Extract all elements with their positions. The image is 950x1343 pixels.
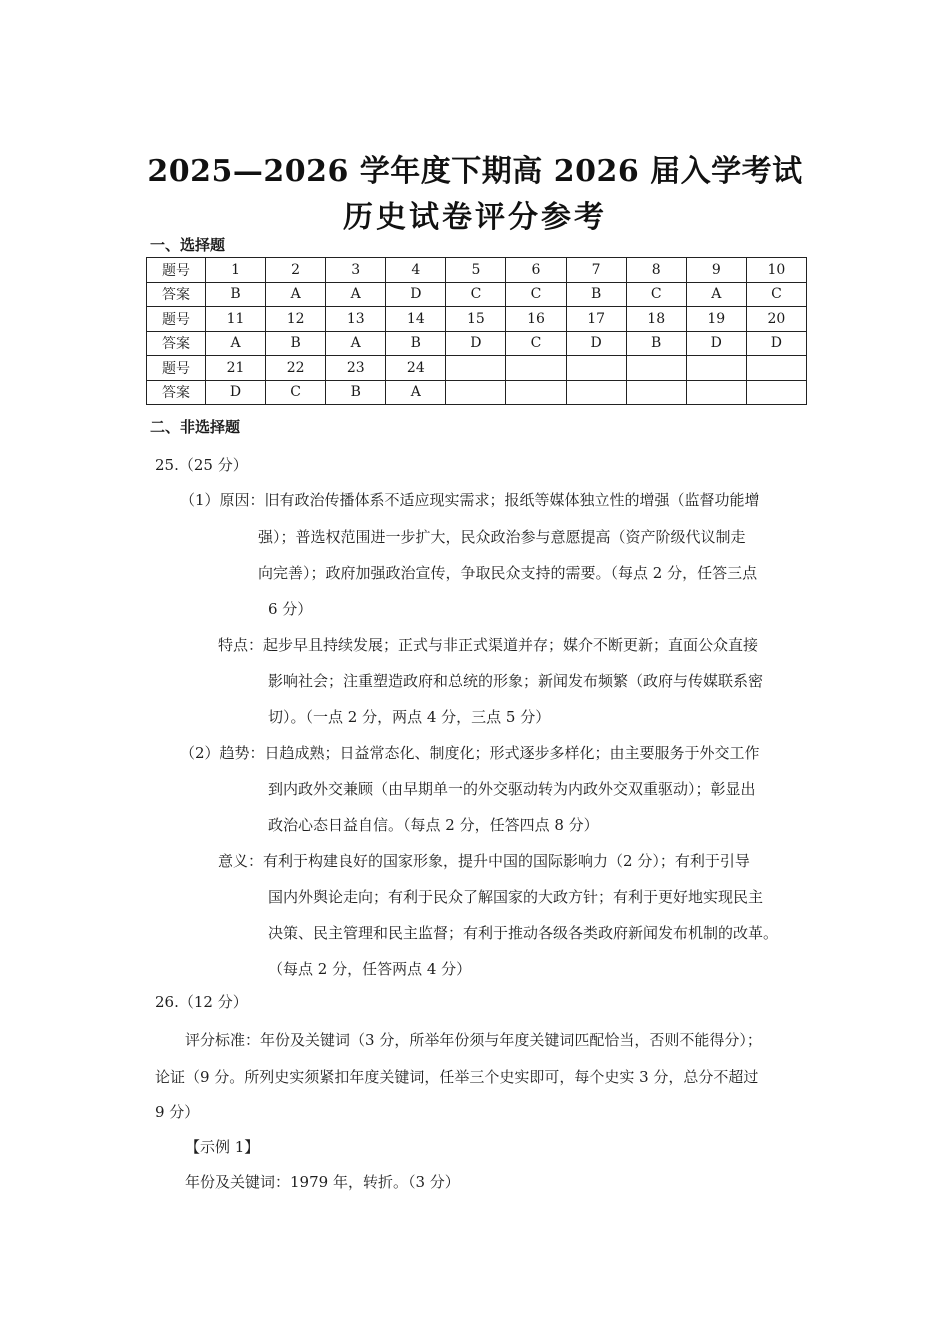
answer-table-cell: C xyxy=(506,282,566,307)
answer-table-row-label: 答案 xyxy=(147,282,206,307)
q25-trend-line: 政治心态日益自信。（每点 2 分，任答四点 8 分） xyxy=(268,816,599,834)
answer-table-row xyxy=(147,307,807,332)
answer-table-cell: A xyxy=(686,282,746,307)
q25-reason-line: 向完善）；政府加强政治宣传，争取民众支持的需要。（每点 2 分，任答三点 xyxy=(258,564,758,582)
answer-table-cell: 19 xyxy=(686,307,746,332)
answer-table-cell xyxy=(746,356,806,381)
q26-title: 26.（12 分） xyxy=(155,993,248,1011)
exam-subtitle: 历史试卷评分参考 xyxy=(343,200,607,235)
answer-table-cell: 18 xyxy=(626,307,686,332)
answer-table-row-label: 题号 xyxy=(147,307,206,332)
answer-table-cell: 9 xyxy=(686,258,746,283)
answer-table-cell: B xyxy=(266,331,326,356)
answer-table-cell: D xyxy=(446,331,506,356)
answer-table-row xyxy=(147,282,807,307)
q25-title: 25.（25 分） xyxy=(155,456,248,474)
answer-table-cell: A xyxy=(326,282,386,307)
answer-table-cell: 16 xyxy=(506,307,566,332)
answer-table-cell: C xyxy=(446,282,506,307)
answer-table-cell: 3 xyxy=(326,258,386,283)
answer-table-cell xyxy=(566,380,626,405)
answer-table-cell: 20 xyxy=(746,307,806,332)
answer-table-cell xyxy=(746,380,806,405)
answer-table-cell: 14 xyxy=(386,307,446,332)
answer-table-cell: 22 xyxy=(266,356,326,381)
q25-trend-line: 到内政外交兼顾（由早期单一的外交驱动转为内政外交双重驱动）；彰显出 xyxy=(268,780,756,798)
q25-meaning-line: 国内外舆论走向；有利于民众了解国家的大政方针；有利于更好地实现民主 xyxy=(268,888,764,906)
answer-table-cell xyxy=(446,380,506,405)
section-heading-nonchoice: 二、非选择题 xyxy=(150,418,241,436)
answer-table-cell: D xyxy=(686,331,746,356)
answer-table-cell xyxy=(506,356,566,381)
exam-title: 2025—2026 学年度下期高 2026 届入学考试 xyxy=(147,154,803,189)
answer-table-cell: A xyxy=(266,282,326,307)
answer-table-cell xyxy=(686,356,746,381)
q25-feature-line: 切）。（一点 2 分，两点 4 分，三点 5 分） xyxy=(268,708,551,726)
answer-table-cell: 7 xyxy=(566,258,626,283)
q25-meaning-line: 决策、民主管理和民主监督；有利于推动各级各类政府新闻发布机制的改革。 xyxy=(268,924,779,942)
answer-table-cell: 17 xyxy=(566,307,626,332)
answer-table-cell: B xyxy=(326,380,386,405)
answer-table-cell: 5 xyxy=(446,258,506,283)
answer-table-cell xyxy=(446,356,506,381)
answer-table-cell: C xyxy=(506,331,566,356)
answer-table-cell: A xyxy=(326,331,386,356)
answer-table-cell: D xyxy=(566,331,626,356)
answer-table-cell: B xyxy=(626,331,686,356)
answer-table-cell: 1 xyxy=(206,258,266,283)
answer-table-cell: 2 xyxy=(266,258,326,283)
answer-table-cell: 11 xyxy=(206,307,266,332)
q25-reason-line: （1）原因：旧有政治传播体系不适应现实需求；报纸等媒体独立性的增强（监督功能增 xyxy=(180,491,760,509)
answer-table-cell: 8 xyxy=(626,258,686,283)
answer-table-cell: 21 xyxy=(206,356,266,381)
answer-table xyxy=(146,257,807,405)
q26-example-line: 年份及关键词：1979 年，转折。（3 分） xyxy=(185,1173,460,1191)
q25-meaning-line: 意义：有利于构建良好的国家形象，提升中国的国际影响力（2 分）；有利于引导 xyxy=(218,852,750,870)
answer-table-cell: C xyxy=(266,380,326,405)
q26-criteria-line: 评分标准：年份及关键词（3 分，所举年份须与年度关键词匹配恰当，否则不能得分）； xyxy=(185,1031,762,1049)
answer-table-cell: B xyxy=(566,282,626,307)
q25-reason-line: 6 分） xyxy=(268,600,313,618)
answer-table-cell: A xyxy=(386,380,446,405)
answer-table-cell: A xyxy=(206,331,266,356)
q26-criteria-line: 9 分） xyxy=(155,1103,200,1121)
answer-table-cell: D xyxy=(386,282,446,307)
answer-table-row-label: 答案 xyxy=(147,380,206,405)
q25-feature-line: 特点：起步早且持续发展；正式与非正式渠道并存；媒介不断更新；直面公众直接 xyxy=(218,636,759,654)
q26-example-title: 【示例 1】 xyxy=(185,1138,260,1156)
answer-table-cell: D xyxy=(206,380,266,405)
answer-table-cell: 13 xyxy=(326,307,386,332)
answer-table-row-label: 题号 xyxy=(147,356,206,381)
answer-table-cell xyxy=(506,380,566,405)
answer-table-cell: B xyxy=(206,282,266,307)
answer-table-cell: 10 xyxy=(746,258,806,283)
q25-reason-line: 强）；普选权范围进一步扩大，民众政治参与意愿提高（资产阶级代议制走 xyxy=(258,528,746,546)
answer-table-row xyxy=(147,258,807,283)
answer-table-cell: 24 xyxy=(386,356,446,381)
answer-table-cell: C xyxy=(626,282,686,307)
answer-table-cell: C xyxy=(746,282,806,307)
answer-table-cell xyxy=(566,356,626,381)
answer-table-cell: D xyxy=(746,331,806,356)
answer-table-cell: 12 xyxy=(266,307,326,332)
q25-trend-line: （2）趋势：日趋成熟；日益常态化、制度化；形式逐步多样化；由主要服务于外交工作 xyxy=(180,744,760,762)
answer-table-row-label: 答案 xyxy=(147,331,206,356)
answer-table-cell: 15 xyxy=(446,307,506,332)
section-heading-choice: 一、选择题 xyxy=(150,236,226,254)
answer-table-cell: B xyxy=(386,331,446,356)
answer-table-row-label: 题号 xyxy=(147,258,206,283)
answer-table-cell: 23 xyxy=(326,356,386,381)
q25-meaning-line: （每点 2 分，任答两点 4 分） xyxy=(268,960,472,978)
q26-criteria-line: 论证（9 分。所列史实须紧扣年度关键词，任举三个史实即可，每个史实 3 分，总分不超过 xyxy=(155,1068,759,1086)
answer-table-row xyxy=(147,356,807,381)
answer-table-cell xyxy=(626,380,686,405)
answer-table-row xyxy=(147,380,807,405)
answer-table-cell xyxy=(686,380,746,405)
answer-table-row xyxy=(147,331,807,356)
q25-feature-line: 影响社会；注重塑造政府和总统的形象；新闻发布频繁（政府与传媒联系密 xyxy=(268,672,764,690)
answer-table-cell xyxy=(626,356,686,381)
answer-table-cell: 4 xyxy=(386,258,446,283)
answer-table-cell: 6 xyxy=(506,258,566,283)
